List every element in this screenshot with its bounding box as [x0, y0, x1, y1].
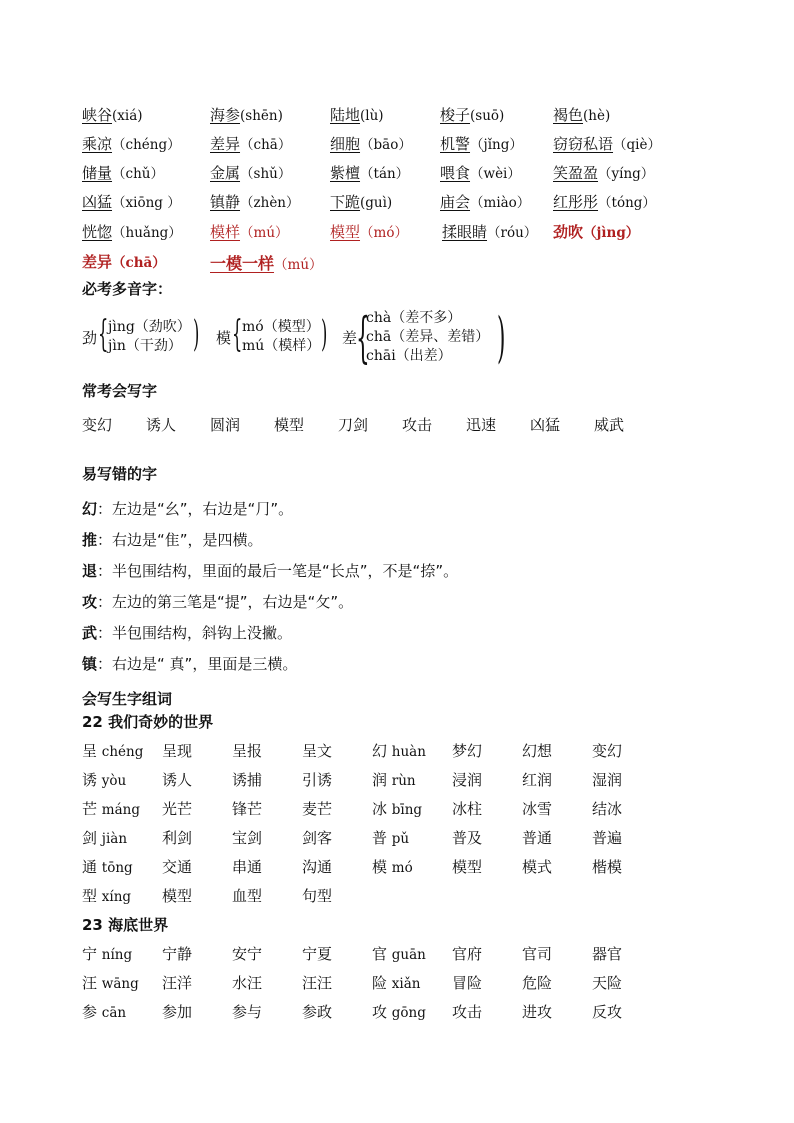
- compound-word: 汪汪: [302, 974, 333, 992]
- pinyin-entry: [440, 162, 521, 183]
- left-brace-icon: {: [98, 314, 109, 355]
- compound-word: 官府: [452, 945, 483, 963]
- compound-word: 普通: [522, 829, 553, 847]
- write-word: 模型: [274, 416, 305, 434]
- pinyin-reading: （mó）: [360, 225, 408, 241]
- compound-word: 浸润: [452, 771, 483, 789]
- pinyin-entry: [210, 191, 300, 212]
- write-word: 攻击: [402, 416, 433, 434]
- pinyin-reading: （wèi）: [470, 166, 521, 182]
- pinyin-reading: （chā）: [240, 137, 292, 153]
- compound-word: 天险: [592, 974, 623, 992]
- compound-word: 冰雪: [522, 800, 553, 818]
- compound-word: 利剑: [162, 829, 193, 847]
- left-brace-icon: {: [232, 314, 243, 355]
- compound-word: 普遍: [592, 829, 623, 847]
- char-pinyin: 险 xiǎn: [372, 974, 421, 992]
- pinyin-entry: [553, 133, 661, 154]
- compound-word: 呈现: [162, 742, 193, 760]
- lesson-title: 22 我们奇妙的世界: [82, 713, 214, 731]
- pinyin-word: 模型: [330, 223, 361, 241]
- char-pinyin: 宁 níng: [82, 945, 133, 963]
- error-char: 幻: [82, 500, 98, 518]
- pinyin-entry: [553, 191, 656, 212]
- char-pinyin: 剑 jiàn: [82, 829, 128, 847]
- pinyin-word: 差异: [210, 135, 241, 153]
- write-word: 凶猛: [530, 416, 561, 434]
- error-char: 推: [82, 531, 98, 549]
- pinyin-word: 一模一样: [210, 254, 275, 273]
- error-text: ：左边是“幺”，右边是“⺆”。: [97, 500, 294, 518]
- compound-word: 器官: [592, 945, 623, 963]
- error-char: 退: [82, 562, 98, 580]
- pinyin-reading: （chéng）: [112, 137, 181, 153]
- compound-word: 官司: [522, 945, 553, 963]
- polyphone-reading: chà（差不多）: [366, 310, 462, 326]
- pinyin-word: 机警: [440, 135, 471, 153]
- compound-word: 串通: [232, 858, 263, 876]
- pinyin-word: 庙会: [440, 193, 471, 211]
- compound-word: 宁静: [162, 945, 193, 963]
- char-pinyin: 型 xíng: [82, 887, 132, 905]
- pinyin-reading: （chǔ）: [112, 166, 164, 182]
- pinyin-word: 喂食: [440, 164, 471, 182]
- pinyin-entry: [330, 133, 412, 154]
- pinyin-word: 下跪: [330, 193, 361, 211]
- pinyin-entry: [330, 191, 392, 212]
- pinyin-reading: (shēn): [240, 108, 283, 124]
- pinyin-reading: （chā）: [112, 255, 166, 271]
- pinyin-reading: (hè): [583, 108, 611, 124]
- compound-word: 反攻: [592, 1003, 623, 1021]
- pinyin-word: 峡谷: [82, 106, 113, 124]
- pinyin-word: 镇静: [210, 193, 241, 211]
- pinyin-entry: [210, 133, 291, 154]
- pinyin-word: 紫檀: [330, 164, 361, 182]
- pinyin-word: 笑盈盈: [553, 164, 599, 182]
- char-pinyin: 通 tōng: [82, 858, 133, 876]
- compound-word: 模式: [522, 858, 553, 876]
- compound-word: 诱捕: [232, 771, 263, 789]
- compound-word: 锋芒: [232, 800, 263, 818]
- pinyin-entry: [82, 221, 182, 242]
- right-paren-icon: ): [321, 314, 328, 355]
- error-char: 镇: [82, 655, 98, 673]
- pinyin-word: 乘凉: [82, 135, 113, 153]
- pinyin-word: 模样: [210, 223, 241, 241]
- pinyin-word: 储量: [82, 164, 113, 182]
- pinyin-word: 陆地: [330, 106, 361, 124]
- pinyin-entry: [82, 251, 166, 272]
- pinyin-word: 恍惚: [82, 223, 113, 241]
- error-item: [82, 653, 297, 674]
- error-text: ：左边的第三笔是“提”，右边是“攵”。: [97, 593, 354, 611]
- polyphone-char: 模: [216, 329, 232, 347]
- pinyin-reading: （tán）: [360, 166, 410, 182]
- pinyin-word: 窃窃私语: [553, 135, 614, 153]
- char-pinyin: 普 pǔ: [372, 829, 410, 847]
- pinyin-entry: [442, 221, 537, 242]
- compound-word: 参政: [302, 1003, 333, 1021]
- compound-word: 模型: [162, 887, 193, 905]
- pinyin-word: 金属: [210, 164, 241, 182]
- compound-word: 幻想: [522, 742, 553, 760]
- write-word: 迅速: [466, 416, 497, 434]
- right-paren-icon: ): [193, 314, 200, 355]
- pinyin-reading: (guì): [360, 195, 393, 211]
- pinyin-entry: [553, 162, 654, 183]
- pinyin-reading: （tóng）: [598, 195, 656, 211]
- compound-word: 攻击: [452, 1003, 483, 1021]
- pinyin-entry: [210, 162, 291, 183]
- error-char: 攻: [82, 593, 98, 611]
- pinyin-reading: （qiè）: [613, 137, 661, 153]
- compose-heading: 会写生字组词: [82, 690, 173, 708]
- pinyin-word: 红彤彤: [553, 193, 599, 211]
- write-word: 圆润: [210, 416, 241, 434]
- error-item: [82, 591, 353, 612]
- write-heading: 常考会写字: [82, 382, 158, 400]
- compound-word: 沟通: [302, 858, 333, 876]
- compound-word: 冒险: [452, 974, 483, 992]
- pinyin-reading: （huǎng）: [112, 225, 182, 241]
- compound-word: 宁夏: [302, 945, 333, 963]
- pinyin-word: 揉眼睛: [442, 223, 488, 241]
- compound-word: 安宁: [232, 945, 263, 963]
- lesson-title: 23 海底世界: [82, 916, 169, 934]
- error-item: [82, 498, 293, 519]
- compound-word: 麦芒: [302, 800, 333, 818]
- compound-word: 红润: [522, 771, 553, 789]
- pinyin-entry: [440, 191, 530, 212]
- error-text: ：半包围结构，斜钩上没撇。: [97, 624, 293, 642]
- pinyin-word: 梭子: [440, 106, 471, 124]
- pinyin-reading: （mú）: [240, 225, 289, 241]
- compound-word: 剑客: [302, 829, 333, 847]
- pinyin-reading: （miào）: [470, 195, 531, 211]
- write-word: 变幻: [82, 416, 113, 434]
- pinyin-entry: [82, 104, 143, 125]
- error-text: ：半包围结构，里面的最后一笔是“长点”，不是“捺”。: [97, 562, 459, 580]
- pinyin-entry: [330, 221, 408, 242]
- compound-word: 楷模: [592, 858, 623, 876]
- pinyin-entry: [553, 221, 639, 242]
- compound-word: 水汪: [232, 974, 263, 992]
- compound-word: 引诱: [302, 771, 333, 789]
- pinyin-entry: [330, 104, 384, 125]
- compound-word: 参与: [232, 1003, 263, 1021]
- compound-word: 模型: [452, 858, 483, 876]
- compound-word: 交通: [162, 858, 193, 876]
- pinyin-reading: （xiōng ）: [112, 195, 181, 211]
- pinyin-reading: (xiá): [112, 108, 143, 124]
- pinyin-reading: （mú）: [274, 257, 323, 273]
- pinyin-entry: [440, 104, 504, 125]
- left-brace-icon: {: [356, 306, 370, 369]
- polyphone-reading: jìng（劲吹）: [108, 319, 191, 335]
- right-paren-icon: ): [497, 306, 506, 369]
- char-pinyin: 官 guān: [372, 945, 426, 963]
- pinyin-reading: （jǐng）: [470, 137, 523, 153]
- pinyin-entry: [210, 104, 283, 125]
- compound-word: 句型: [302, 887, 333, 905]
- pinyin-word: 海参: [210, 106, 241, 124]
- compound-word: 呈报: [232, 742, 263, 760]
- char-pinyin: 呈 chéng: [82, 742, 144, 760]
- pinyin-entry: [553, 104, 610, 125]
- pinyin-entry: [330, 162, 409, 183]
- polyphone-reading: chā（差异、差错）: [366, 329, 490, 345]
- compound-word: 进攻: [522, 1003, 553, 1021]
- char-pinyin: 冰 bīng: [372, 800, 423, 818]
- compound-word: 诱人: [162, 771, 193, 789]
- polyphone-reading: mú（模样）: [242, 338, 321, 354]
- pinyin-entry: [440, 133, 523, 154]
- error-text: ：右边是“隹”，是四横。: [97, 531, 263, 549]
- error-item: [82, 560, 458, 581]
- pinyin-reading: （shǔ）: [240, 166, 292, 182]
- error-char: 武: [82, 624, 98, 642]
- error-item: [82, 529, 263, 550]
- compound-word: 危险: [522, 974, 553, 992]
- pinyin-entry: [210, 251, 323, 274]
- pinyin-reading: （bāo）: [360, 137, 412, 153]
- char-pinyin: 攻 gōng: [372, 1003, 426, 1021]
- char-pinyin: 润 rùn: [372, 771, 416, 789]
- compound-word: 宝剑: [232, 829, 263, 847]
- compound-word: 光芒: [162, 800, 193, 818]
- polyphone-reading: mó（模型）: [242, 319, 320, 335]
- compound-word: 普及: [452, 829, 483, 847]
- write-word: 诱人: [146, 416, 177, 434]
- pinyin-reading: (lù): [360, 108, 384, 124]
- pinyin-entry: [82, 162, 164, 183]
- compound-word: 血型: [232, 887, 263, 905]
- char-pinyin: 芒 máng: [82, 800, 140, 818]
- write-word: 威武: [594, 416, 625, 434]
- pinyin-reading: （yíng）: [598, 166, 655, 182]
- compound-word: 冰柱: [452, 800, 483, 818]
- polyphone-reading: jìn（干劲）: [108, 338, 182, 354]
- char-pinyin: 诱 yòu: [82, 771, 127, 789]
- pinyin-entry: [210, 221, 289, 242]
- char-pinyin: 模 mó: [372, 858, 413, 876]
- pinyin-word: 劲吹: [553, 223, 584, 241]
- compound-word: 梦幻: [452, 742, 483, 760]
- pinyin-word: 凶猛: [82, 193, 113, 211]
- pinyin-word: 褐色: [553, 106, 584, 124]
- pinyin-entry: [82, 191, 181, 212]
- pinyin-entry: [82, 133, 181, 154]
- compound-word: 结冰: [592, 800, 623, 818]
- polyphone-char: 差: [342, 329, 358, 347]
- char-pinyin: 参 cān: [82, 1003, 127, 1021]
- compound-word: 汪洋: [162, 974, 193, 992]
- pinyin-reading: (suō): [470, 108, 505, 124]
- compound-word: 变幻: [592, 742, 623, 760]
- errors-heading: 易写错的字: [82, 465, 158, 483]
- char-pinyin: 幻 huàn: [372, 742, 426, 760]
- compound-word: 参加: [162, 1003, 193, 1021]
- polyphone-heading: 必考多音字：: [82, 280, 173, 298]
- polyphone-char: 劲: [82, 329, 98, 347]
- error-text: ：右边是“ 真”，里面是三横。: [97, 655, 298, 673]
- error-item: [82, 622, 292, 643]
- pinyin-word: 差异: [82, 253, 113, 271]
- pinyin-reading: （róu）: [487, 225, 538, 241]
- write-word: 刀剑: [338, 416, 369, 434]
- char-pinyin: 汪 wāng: [82, 974, 139, 992]
- pinyin-word: 细胞: [330, 135, 361, 153]
- pinyin-reading: （zhèn）: [240, 195, 300, 211]
- compound-word: 呈文: [302, 742, 333, 760]
- compound-word: 湿润: [592, 771, 623, 789]
- pinyin-reading: （jìng）: [583, 225, 640, 241]
- polyphone-reading: chāi（出差）: [366, 348, 452, 364]
